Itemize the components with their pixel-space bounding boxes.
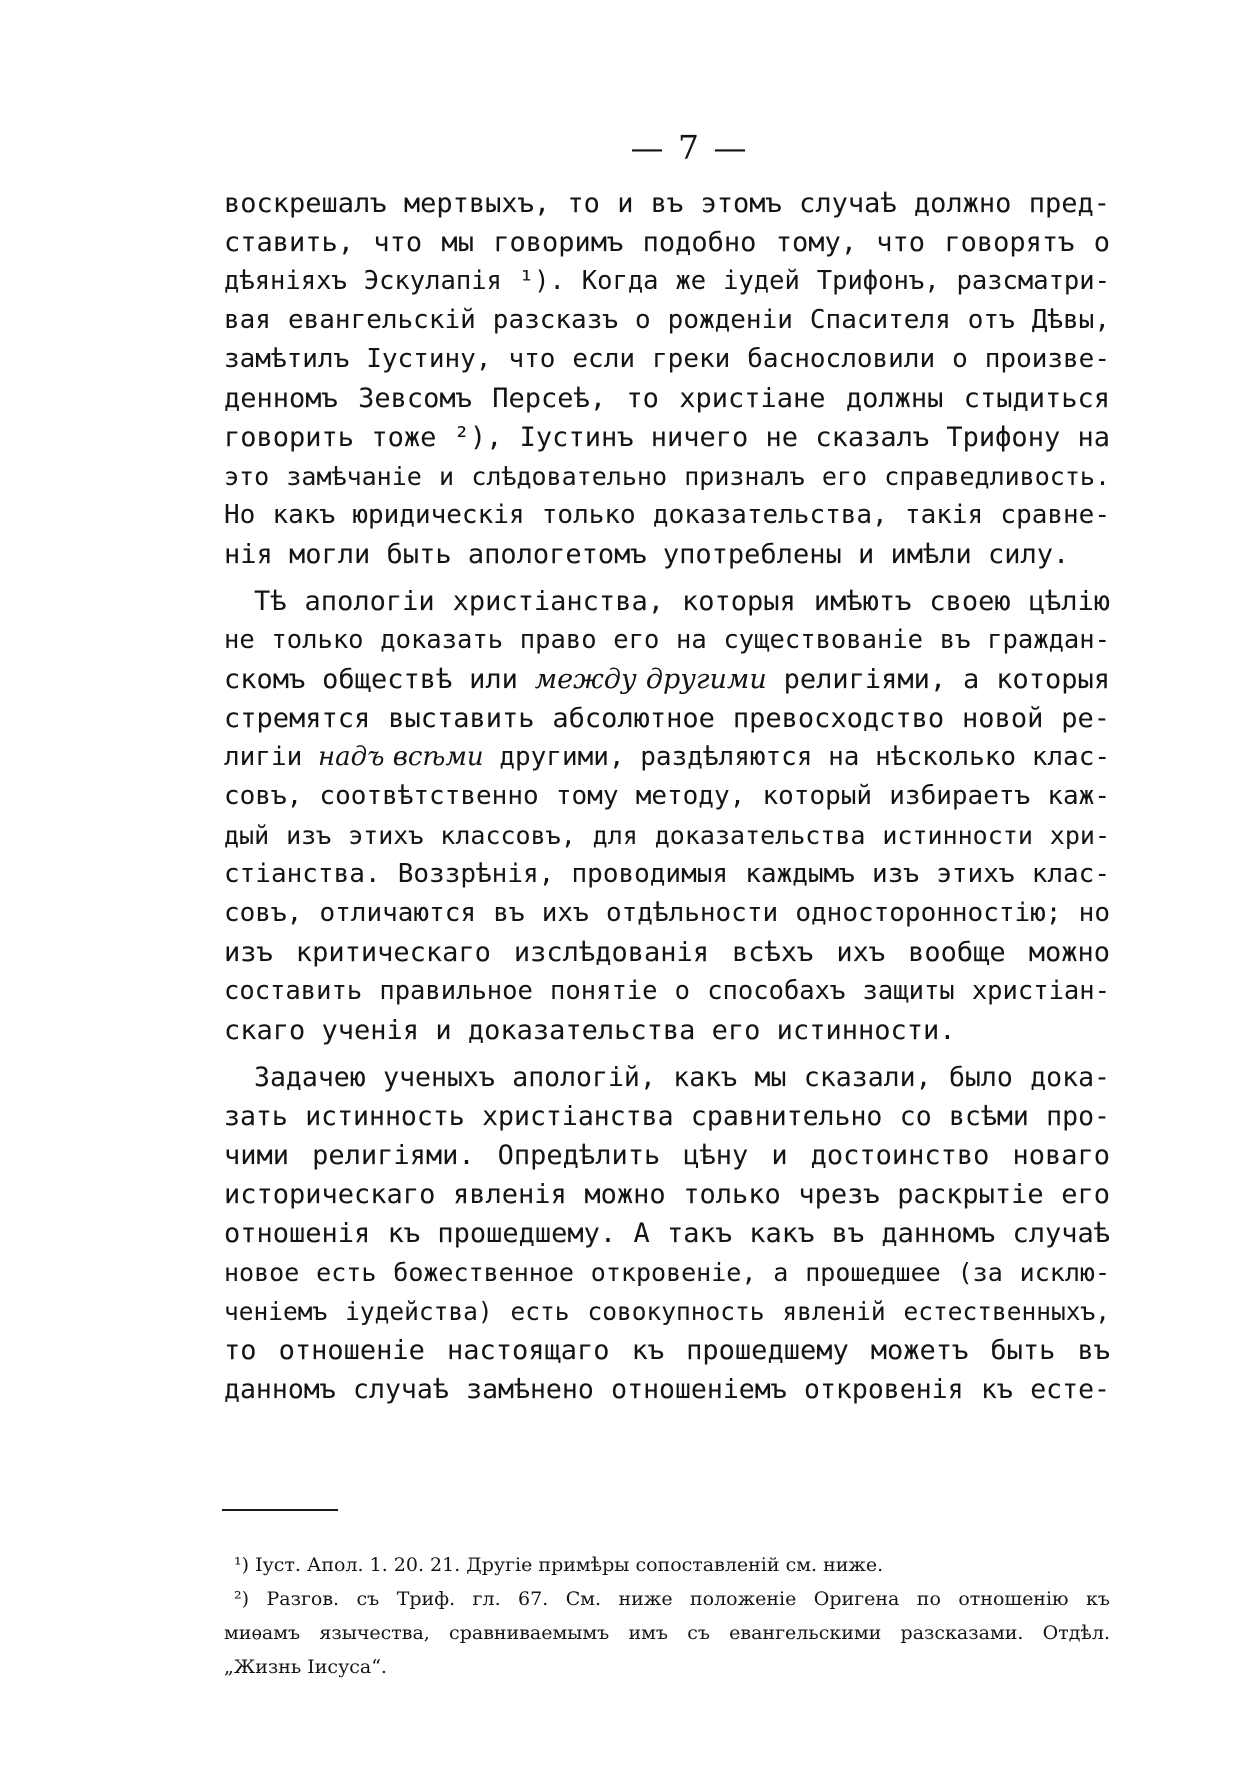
text-line: денномъ Зевсомъ Персеѣ, то христіане должны стыдиться bbox=[224, 383, 1110, 414]
text-line: совъ, соотвѣтственно тому методу, который избираетъ каж- bbox=[224, 781, 1110, 811]
text-line: изъ критическаго изслѣдованія всѣхъ ихъ вообще можно bbox=[224, 937, 1110, 968]
text-line: то отношеніе настоящаго къ прошедшему можетъ быть въ bbox=[224, 1335, 1110, 1366]
text-line-with-emphasis bbox=[224, 738, 1110, 777]
paragraph-3 bbox=[224, 1058, 1110, 1409]
footnote-2-end: „Жизнь Іисуса“. bbox=[224, 1656, 387, 1678]
text-segment: другими, раздѣляются на нѣсколько клас- bbox=[483, 742, 1111, 772]
body-text bbox=[224, 184, 1110, 1409]
text-line: Но какъ юридическія только доказательства, такія сравне- bbox=[224, 500, 1110, 530]
text-line: дѣяніяхъ Эскулапія ¹). Когда же іудей Трифонъ, разсматри- bbox=[224, 266, 1110, 296]
text-line: историческаго явленія можно только чрезъ раскрытіе его bbox=[224, 1179, 1110, 1210]
footnote-2-continued: миѳамъ язычества, сравниваемымъ имъ съ евангельскими разсказами. Отдѣл. bbox=[224, 1622, 1110, 1644]
text-line: ченіемъ іудейства) есть совокупность явленій естественныхъ, bbox=[224, 1297, 1110, 1326]
text-line: стіанства. Воззрѣнія, проводимыя каждымъ изъ этихъ клас- bbox=[224, 859, 1110, 889]
text-line: не только доказать право его на существованіе въ граждан- bbox=[224, 625, 1110, 655]
footnote-2: ²) Разгов. съ Триф. гл. 67. См. ниже положеніе Оригена по отношенію къ bbox=[234, 1588, 1110, 1610]
footnote-divider bbox=[222, 1509, 338, 1511]
text-line: Задачею ученыхъ апологій, какъ мы сказали, было дока- bbox=[254, 1062, 1110, 1093]
text-segment: лигіи bbox=[224, 742, 318, 772]
text-segment: скомъ обществѣ или bbox=[224, 664, 535, 695]
text-line: зать истинность христіанства сравнительно со всѣми про- bbox=[224, 1101, 1110, 1132]
text-line-with-emphasis bbox=[224, 660, 1110, 699]
text-line: говорить тоже ²), Іустинъ ничего не сказалъ Трифону на bbox=[224, 422, 1110, 453]
emphasis-text: надъ всѣми bbox=[317, 742, 484, 772]
text-line: скаго ученія и доказательства его истинности. bbox=[224, 1015, 956, 1046]
text-line: отношенія къ прошедшему. А такъ какъ въ данномъ случаѣ bbox=[224, 1218, 1110, 1249]
text-line: ставить, что мы говоримъ подобно тому, что говорятъ о bbox=[224, 227, 1110, 258]
text-line: нія могли быть апологетомъ употреблены и имѣли силу. bbox=[224, 539, 1070, 570]
emphasis-text: между другими bbox=[534, 664, 767, 695]
text-line: новое есть божественное откровеніе, а прошедшее (за исклю- bbox=[224, 1258, 1110, 1287]
text-line: стремятся выставить абсолютное превосходство новой ре- bbox=[224, 703, 1110, 734]
text-line: составить правильное понятіе о способахъ защиты христіан- bbox=[224, 976, 1110, 1006]
paragraph-2 bbox=[224, 582, 1110, 1050]
text-line: данномъ случаѣ замѣнено отношеніемъ откровенія къ есте- bbox=[224, 1374, 1110, 1405]
text-line: чими религіями. Опредѣлить цѣну и достоинство новаго bbox=[224, 1140, 1110, 1171]
paragraph-1 bbox=[224, 184, 1110, 574]
text-line: Тѣ апологіи христіанства, которыя имѣютъ своею цѣлію bbox=[254, 586, 1110, 617]
text-line: замѣтилъ Іустину, что если греки баснословили о произве- bbox=[224, 344, 1110, 374]
text-line: дый изъ этихъ классовъ, для доказательства истинности хри- bbox=[224, 821, 1110, 850]
footnotes bbox=[224, 1548, 1110, 1684]
text-line: совъ, отличаются въ ихъ отдѣльности односторонностію; но bbox=[224, 898, 1110, 928]
text-line: воскрешалъ мертвыхъ, то и въ этомъ случаѣ должно пред- bbox=[224, 188, 1110, 219]
text-line: это замѣчаніе и слѣдовательно призналъ его справедливость. bbox=[224, 462, 1110, 491]
page-number: — 7 — bbox=[630, 128, 749, 167]
text-segment: религіями, а которыя bbox=[766, 664, 1110, 695]
footnote-1: ¹) Іуст. Апол. 1. 20. 21. Другіе примѣры сопоставленій см. ниже. bbox=[234, 1554, 884, 1576]
text-line: вая евангельскій разсказъ о рожденіи Спасителя отъ Дѣвы, bbox=[224, 305, 1110, 335]
